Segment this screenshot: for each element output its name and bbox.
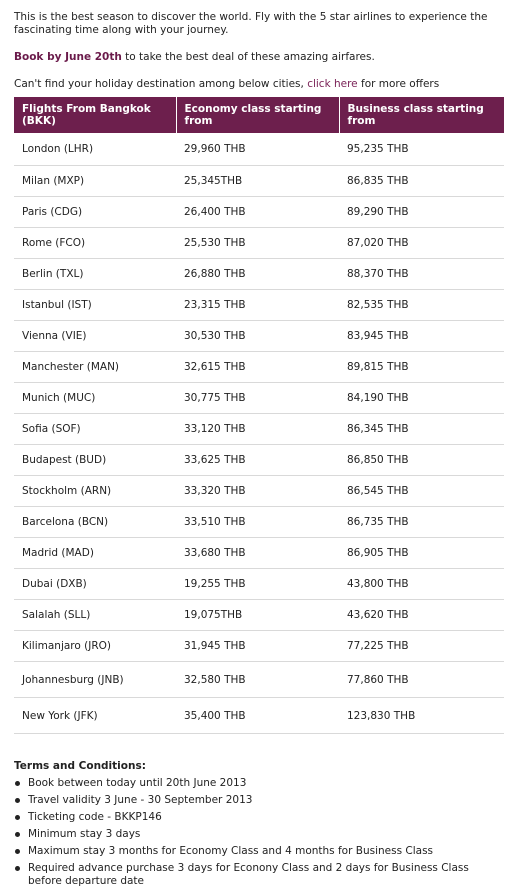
header-business: Business class starting from	[339, 97, 504, 133]
business-fare-cell: 88,370 THB	[339, 259, 504, 290]
terms-item	[14, 777, 504, 790]
terms-item	[14, 794, 504, 807]
business-fare-cell: 87,020 THB	[339, 228, 504, 259]
economy-fare-cell: 23,315 THB	[176, 290, 339, 321]
book-by-rest: to take the best deal of these amazing airfares.	[121, 51, 375, 63]
table-row	[14, 290, 504, 321]
terms-item-text: Book between today until 20th June 2013	[28, 777, 247, 789]
business-fare-cell: 84,190 THB	[339, 383, 504, 414]
table-row	[14, 476, 504, 507]
destination-cell: Manchester (MAN)	[14, 352, 176, 383]
business-fare-cell: 82,535 THB	[339, 290, 504, 321]
more-offers-rest: for more offers	[357, 78, 440, 90]
economy-fare-cell: 33,510 THB	[176, 507, 339, 538]
business-fare-cell: 86,345 THB	[339, 414, 504, 445]
header-economy: Economy class starting from	[176, 97, 339, 133]
table-row	[14, 507, 504, 538]
header-route: Flights From Bangkok (BKK)	[14, 97, 176, 133]
destination-cell: Berlin (TXL)	[14, 259, 176, 290]
terms-item-text: Travel validity 3 June - 30 September 2013	[28, 794, 253, 806]
economy-fare-cell: 26,880 THB	[176, 259, 339, 290]
table-row	[14, 197, 504, 228]
table-row	[14, 414, 504, 445]
table-row	[14, 228, 504, 259]
terms-item-text: Minimum stay 3 days	[28, 828, 141, 840]
destination-cell: Kilimanjaro (JRO)	[14, 631, 176, 662]
destination-cell: London (LHR)	[14, 133, 176, 166]
bullet-icon	[15, 832, 20, 837]
more-offers-line	[14, 78, 504, 91]
economy-fare-cell: 33,320 THB	[176, 476, 339, 507]
business-fare-cell: 86,735 THB	[339, 507, 504, 538]
destination-cell: Rome (FCO)	[14, 228, 176, 259]
economy-fare-cell: 32,615 THB	[176, 352, 339, 383]
business-fare-cell: 83,945 THB	[339, 321, 504, 352]
table-row	[14, 352, 504, 383]
book-by-deadline: Book by June 20th	[14, 51, 122, 63]
economy-fare-cell: 31,945 THB	[176, 631, 339, 662]
terms-item	[14, 811, 504, 824]
terms-item	[14, 862, 504, 888]
economy-fare-cell: 32,580 THB	[176, 662, 339, 698]
destination-cell: Stockholm (ARN)	[14, 476, 176, 507]
terms-list	[14, 777, 504, 888]
economy-fare-cell: 30,530 THB	[176, 321, 339, 352]
business-fare-cell: 43,800 THB	[339, 569, 504, 600]
bullet-icon	[15, 866, 20, 871]
economy-fare-cell: 25,345THB	[176, 166, 339, 197]
fares-table	[14, 97, 504, 734]
economy-fare-cell: 19,075THB	[176, 600, 339, 631]
destination-cell: Istanbul (IST)	[14, 290, 176, 321]
bullet-icon	[15, 781, 20, 786]
intro-text: This is the best season to discover the world. Fly with the 5 star airlines to experience the fascinating time along with your journey.	[14, 11, 488, 36]
economy-fare-cell: 33,680 THB	[176, 538, 339, 569]
destination-cell: Johannesburg (JNB)	[14, 662, 176, 698]
offer-content	[14, 11, 504, 892]
business-fare-cell: 43,620 THB	[339, 600, 504, 631]
table-row	[14, 569, 504, 600]
table-row	[14, 259, 504, 290]
table-row	[14, 600, 504, 631]
terms-item	[14, 845, 504, 858]
economy-fare-cell: 25,530 THB	[176, 228, 339, 259]
table-row	[14, 538, 504, 569]
destination-cell: Paris (CDG)	[14, 197, 176, 228]
table-row	[14, 445, 504, 476]
business-fare-cell: 86,835 THB	[339, 166, 504, 197]
business-fare-cell: 86,850 THB	[339, 445, 504, 476]
business-fare-cell: 86,545 THB	[339, 476, 504, 507]
business-fare-cell: 77,225 THB	[339, 631, 504, 662]
destination-cell: New York (JFK)	[14, 698, 176, 734]
terms-item-text: Required advance purchase 3 days for Econony Class and 2 days for Business Class before departure date	[28, 862, 469, 887]
destination-cell: Sofia (SOF)	[14, 414, 176, 445]
destination-cell: Vienna (VIE)	[14, 321, 176, 352]
economy-fare-cell: 35,400 THB	[176, 698, 339, 734]
bullet-icon	[15, 849, 20, 854]
business-fare-cell: 77,860 THB	[339, 662, 504, 698]
table-row	[14, 662, 504, 698]
economy-fare-cell: 33,120 THB	[176, 414, 339, 445]
economy-fare-cell: 29,960 THB	[176, 133, 339, 166]
economy-fare-cell: 33,625 THB	[176, 445, 339, 476]
table-row	[14, 166, 504, 197]
business-fare-cell: 89,290 THB	[339, 197, 504, 228]
bullet-icon	[15, 815, 20, 820]
economy-fare-cell: 26,400 THB	[176, 197, 339, 228]
table-row	[14, 631, 504, 662]
table-row	[14, 321, 504, 352]
business-fare-cell: 89,815 THB	[339, 352, 504, 383]
destination-cell: Budapest (BUD)	[14, 445, 176, 476]
destination-cell: Barcelona (BCN)	[14, 507, 176, 538]
table-row	[14, 383, 504, 414]
economy-fare-cell: 19,255 THB	[176, 569, 339, 600]
terms-title: Terms and Conditions:	[14, 760, 146, 772]
click-here-link[interactable]: click here	[307, 78, 358, 90]
terms-item	[14, 828, 504, 841]
table-row	[14, 133, 504, 166]
destination-cell: Milan (MXP)	[14, 166, 176, 197]
economy-fare-cell: 30,775 THB	[176, 383, 339, 414]
table-row	[14, 698, 504, 734]
terms-item-text: Maximum stay 3 months for Economy Class and 4 months for Business Class	[28, 845, 434, 857]
bullet-icon	[15, 798, 20, 803]
business-fare-cell: 95,235 THB	[339, 133, 504, 166]
business-fare-cell: 123,830 THB	[339, 698, 504, 734]
business-fare-cell: 86,905 THB	[339, 538, 504, 569]
destination-cell: Dubai (DXB)	[14, 569, 176, 600]
destination-cell: Madrid (MAD)	[14, 538, 176, 569]
destination-cell: Munich (MUC)	[14, 383, 176, 414]
book-by-line	[14, 51, 504, 64]
fares-header-row	[14, 97, 504, 133]
destination-cell: Salalah (SLL)	[14, 600, 176, 631]
terms-item-text: Ticketing code - BKKP146	[28, 811, 162, 823]
more-offers-text: Can't find your holiday destination among below cities,	[14, 78, 308, 90]
